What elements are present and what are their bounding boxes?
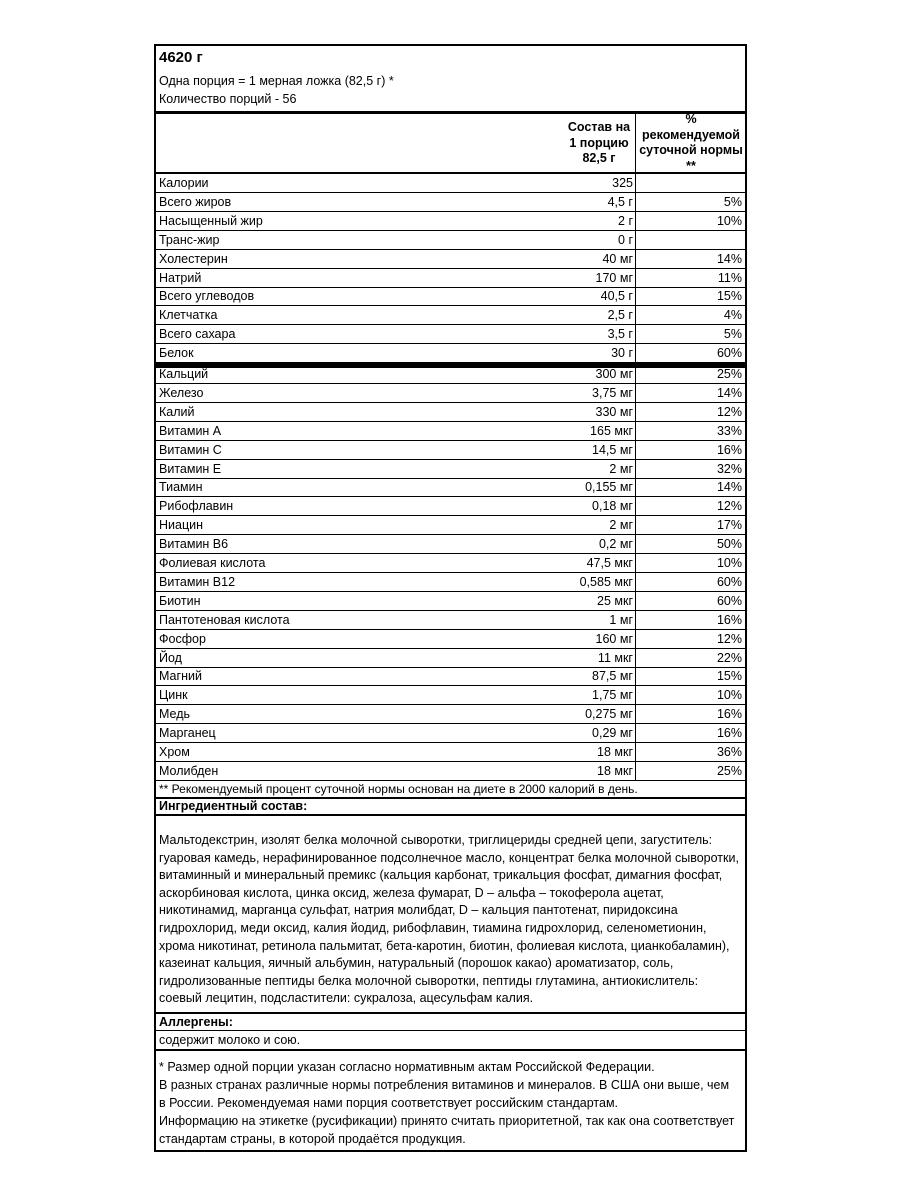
nutrient-row	[156, 422, 745, 441]
nutrient-name: Фолиевая кислота	[159, 556, 266, 570]
nutrient-row	[156, 649, 745, 668]
nutrient-name: Клетчатка	[159, 308, 218, 323]
nutrient-percent: 36%	[716, 745, 742, 759]
nutrient-percent: 60%	[716, 593, 742, 608]
nutrient-percent: 10%	[716, 688, 742, 703]
note-line: * Размер одной порции указан согласно нормативным актам Российской Федерации.	[159, 1060, 655, 1074]
column-divider	[635, 287, 636, 306]
column-divider	[635, 422, 636, 441]
nutrient-name: Пантотеновая кислота	[159, 612, 290, 627]
nutrient-percent: 33%	[716, 423, 742, 438]
column-divider	[635, 535, 636, 554]
divider	[156, 1012, 745, 1014]
nutrient-amount: 40 мг	[602, 251, 633, 266]
nutrition-label	[154, 44, 747, 1152]
amount-header-line: 1 порцию	[569, 135, 629, 150]
nutrient-percent: 16%	[716, 707, 742, 722]
column-divider	[635, 212, 636, 231]
nutrient-percent: 50%	[716, 537, 742, 552]
nutrient-amount: 40,5 г	[600, 289, 633, 304]
nutrient-percent: 14%	[716, 251, 742, 266]
column-divider	[635, 384, 636, 403]
nutrient-amount: 25 мкг	[597, 593, 633, 608]
nutrient-name: Йод	[159, 650, 182, 665]
nutrient-name: Витамин В12	[159, 574, 236, 589]
nutrient-amount: 0,155 мг	[585, 480, 633, 495]
column-divider	[635, 686, 636, 705]
nutrient-row	[156, 686, 745, 705]
nutrient-percent: 16%	[716, 726, 742, 741]
package-weight: 4620 г	[159, 49, 203, 66]
percent-header-line: %	[685, 112, 697, 126]
nutrient-row	[156, 384, 745, 403]
nutrient-row	[156, 174, 745, 193]
nutrient-percent: 60%	[716, 574, 742, 589]
nutrient-row	[156, 573, 745, 592]
nutrient-row	[156, 287, 745, 306]
servings-count: Количество порций - 56	[159, 92, 297, 106]
nutrient-row	[156, 325, 745, 344]
notes	[159, 1058, 739, 1148]
nutrient-percent: 11%	[717, 270, 742, 285]
nutrient-amount: 2 г	[618, 213, 633, 228]
nutrient-percent: 4%	[723, 308, 742, 323]
nutrient-amount: 4,5 г	[607, 194, 633, 209]
column-divider	[635, 516, 636, 535]
amount-header-line: 82,5 г	[582, 151, 616, 165]
nutrient-percent: 14%	[716, 480, 742, 495]
nutrient-name: Цинк	[159, 688, 188, 703]
nutrient-row	[156, 611, 745, 630]
nutrient-name: Молибден	[159, 763, 219, 778]
nutrient-amount: 170 мг	[595, 270, 633, 285]
nutrient-amount: 330 мг	[595, 404, 633, 419]
nutrient-percent: 12%	[716, 631, 742, 646]
nutrient-row	[156, 667, 745, 686]
nutrient-amount: 11 мкг	[597, 650, 633, 665]
nutrient-row	[156, 516, 745, 535]
allergens-title: Аллергены:	[159, 1015, 233, 1029]
nutrient-amount: 0,2 мг	[598, 537, 633, 552]
nutrient-percent: 22%	[716, 650, 742, 665]
nutrient-percent: 60%	[716, 346, 742, 361]
nutrient-amount: 18 мкг	[597, 745, 633, 759]
nutrient-amount: 87,5 мг	[592, 669, 633, 684]
nutrient-name: Натрий	[159, 270, 202, 285]
nutrient-amount: 325	[612, 176, 633, 190]
nutrient-name: Калории	[159, 176, 209, 190]
column-divider	[635, 269, 636, 288]
nutrient-row	[156, 193, 745, 212]
nutrient-amount: 2 мг	[609, 461, 633, 476]
nutrient-name: Фосфор	[159, 631, 206, 646]
nutrient-percent: 32%	[716, 461, 742, 476]
nutrient-name: Холестерин	[159, 251, 228, 266]
nutrient-amount: 160 мг	[595, 631, 633, 646]
column-divider	[635, 193, 636, 212]
nutrient-amount: 18 мкг	[597, 763, 633, 778]
nutrient-row	[156, 365, 745, 384]
nutrient-name: Кальций	[159, 367, 209, 381]
percent-column-header	[636, 112, 746, 174]
nutrient-amount: 1,75 мг	[592, 688, 633, 703]
nutrient-name: Рибофлавин	[159, 499, 234, 514]
nutrient-row	[156, 344, 745, 363]
column-divider	[635, 724, 636, 743]
column-divider	[635, 365, 636, 384]
serving-size: Одна порция = 1 мерная ложка (82,5 г) *	[159, 74, 394, 88]
ingredients-text: Мальтодекстрин, изолят белка молочной сыворотки, триглицериды средней цепи, загуститель: гуаровая камедь, нерафинированное подсолнечное масло, концентрат белка молочной сыворотки, витаминный и минеральный премикс (кальция карбонат, трикальция фосфат, димагния фосфат, аскорбиновая кислота, цинка оксид, железа фумарат, D – альфа – токоферола ацетат, никотинамид, марганца сульфат, натрия молибдат, D – кальция пантотенат, пиридоксина гидрохлорид, меди оксид, калия йодид, рибофлавин, тиамина гидрохлорид, селенометионин, хрома никотинат, ретинола пальмитат, бета-каротин, биотин, фолиевая кислота, цианкобаламин), казеинат кальция, яичный альбумин, натуральный (порошок какао) ароматизатор, соль, гидролизованные пептиды белка молочной сыворотки, пептиды глутамина, антиокислитель: соевый лецитин, подсластители: сукралоза, ацесульфам калия.	[159, 833, 739, 1006]
nutrient-amount: 1 мг	[609, 612, 633, 627]
column-divider	[635, 592, 636, 611]
nutrient-percent: 25%	[716, 367, 742, 381]
column-divider	[635, 325, 636, 344]
nutrient-amount: 30 г	[611, 346, 633, 361]
column-divider	[635, 667, 636, 686]
nutrient-percent: 16%	[716, 442, 742, 457]
nutrient-name: Белок	[159, 346, 194, 361]
nutrient-amount: 0,29 мг	[592, 726, 633, 741]
nutrient-row	[156, 705, 745, 724]
column-divider	[635, 250, 636, 269]
percent-header-line: суточной нормы	[639, 143, 743, 157]
nutrient-amount: 14,5 мг	[592, 442, 633, 457]
nutrient-percent: 15%	[716, 669, 742, 684]
nutrient-amount: 0,585 мкг	[579, 574, 633, 589]
column-divider	[635, 649, 636, 668]
nutrient-name: Всего жиров	[159, 194, 232, 209]
column-divider	[635, 611, 636, 630]
nutrient-row	[156, 441, 745, 460]
nutrient-name: Витамин А	[159, 423, 222, 438]
column-divider	[635, 306, 636, 325]
nutrient-amount: 0,18 мг	[592, 499, 633, 514]
nutrient-percent: 15%	[716, 289, 742, 304]
nutrient-amount: 2,5 г	[607, 308, 633, 323]
nutrient-amount: 47,5 мкг	[586, 556, 633, 570]
column-divider	[635, 497, 636, 516]
column-divider	[635, 231, 636, 250]
nutrient-name: Насыщенный жир	[159, 213, 263, 228]
divider	[156, 1049, 745, 1051]
column-divider	[635, 573, 636, 592]
nutrient-name: Магний	[159, 669, 202, 684]
nutrient-name: Витамин С	[159, 442, 222, 457]
nutrient-percent: 14%	[716, 385, 742, 400]
note-line: В разных странах различные нормы потребления витаминов и минералов. В США они выше, чем в России. Рекомендуемая нами порция соответствует российским стандартам.	[159, 1078, 730, 1110]
column-divider	[635, 554, 636, 573]
nutrient-percent: 16%	[716, 612, 742, 627]
nutrient-row	[156, 592, 745, 611]
nutrient-amount: 300 мг	[595, 367, 633, 381]
nutrient-row	[156, 478, 745, 497]
nutrient-amount: 165 мкг	[590, 423, 633, 438]
nutrient-row	[156, 269, 745, 288]
percent-header-line: **	[686, 158, 696, 173]
nutrient-percent: 12%	[716, 404, 742, 419]
nutrient-row	[156, 724, 745, 743]
amount-column-header	[554, 120, 644, 167]
nutrient-row	[156, 250, 745, 269]
column-divider	[635, 344, 636, 363]
nutrient-amount: 3,75 мг	[592, 385, 633, 400]
nutrient-row	[156, 554, 745, 573]
nutrient-name: Медь	[159, 707, 191, 722]
column-divider	[635, 705, 636, 724]
divider	[156, 1030, 745, 1031]
nutrient-name: Всего сахара	[159, 327, 236, 342]
nutrient-percent: 10%	[716, 213, 742, 228]
nutrient-amount: 0,275 мг	[585, 707, 633, 722]
nutrient-row	[156, 535, 745, 554]
nutrient-percent: 10%	[716, 556, 742, 570]
nutrient-percent: 12%	[716, 499, 742, 514]
ingredients-title: Ингредиентный состав:	[159, 799, 308, 813]
daily-value-footnote: ** Рекомендуемый процент суточной нормы основан на диете в 2000 калорий в день.	[159, 782, 638, 796]
nutrient-percent: 5%	[723, 327, 742, 342]
nutrient-row	[156, 762, 745, 781]
nutrient-row	[156, 497, 745, 516]
nutrient-name: Транс-жир	[159, 232, 220, 247]
column-divider	[635, 174, 636, 193]
nutrient-row	[156, 630, 745, 649]
nutrient-row	[156, 403, 745, 422]
nutrient-percent: 5%	[723, 194, 742, 209]
nutrient-row	[156, 743, 745, 762]
column-divider	[635, 441, 636, 460]
nutrient-name: Ниацин	[159, 518, 204, 533]
column-divider	[635, 403, 636, 422]
note-line: Информацию на этикетке (русификации) принято считать приоритетной, так как она соответствует стандартам страны, в которой продаётся продукция.	[159, 1114, 735, 1146]
column-divider	[635, 630, 636, 649]
percent-header-line: рекомендуемой	[642, 127, 740, 142]
nutrient-name: Хром	[159, 745, 190, 759]
nutrient-row	[156, 212, 745, 231]
nutrient-name: Витамин В6	[159, 537, 229, 552]
column-divider	[635, 478, 636, 497]
nutrient-amount: 0 г	[618, 232, 633, 247]
nutrient-name: Железо	[159, 385, 204, 400]
nutrient-name: Марганец	[159, 726, 216, 741]
column-divider	[635, 762, 636, 781]
nutrient-percent: 25%	[716, 763, 742, 778]
nutrient-name: Витамин Е	[159, 461, 222, 476]
nutrient-amount: 2 мг	[609, 518, 633, 533]
amount-header-line: Состав на	[567, 120, 631, 134]
allergens-text: содержит молоко и сою.	[159, 1033, 301, 1047]
nutrient-name: Калий	[159, 404, 195, 419]
nutrient-percent: 17%	[716, 518, 742, 533]
nutrient-row	[156, 231, 745, 250]
column-divider	[635, 460, 636, 479]
nutrient-amount: 3,5 г	[607, 327, 633, 342]
nutrient-name: Биотин	[159, 593, 201, 608]
nutrient-row	[156, 306, 745, 325]
nutrient-name: Тиамин	[159, 480, 203, 495]
divider	[156, 814, 745, 816]
column-divider	[635, 743, 636, 762]
nutrient-name: Всего углеводов	[159, 289, 255, 304]
nutrient-row	[156, 460, 745, 479]
